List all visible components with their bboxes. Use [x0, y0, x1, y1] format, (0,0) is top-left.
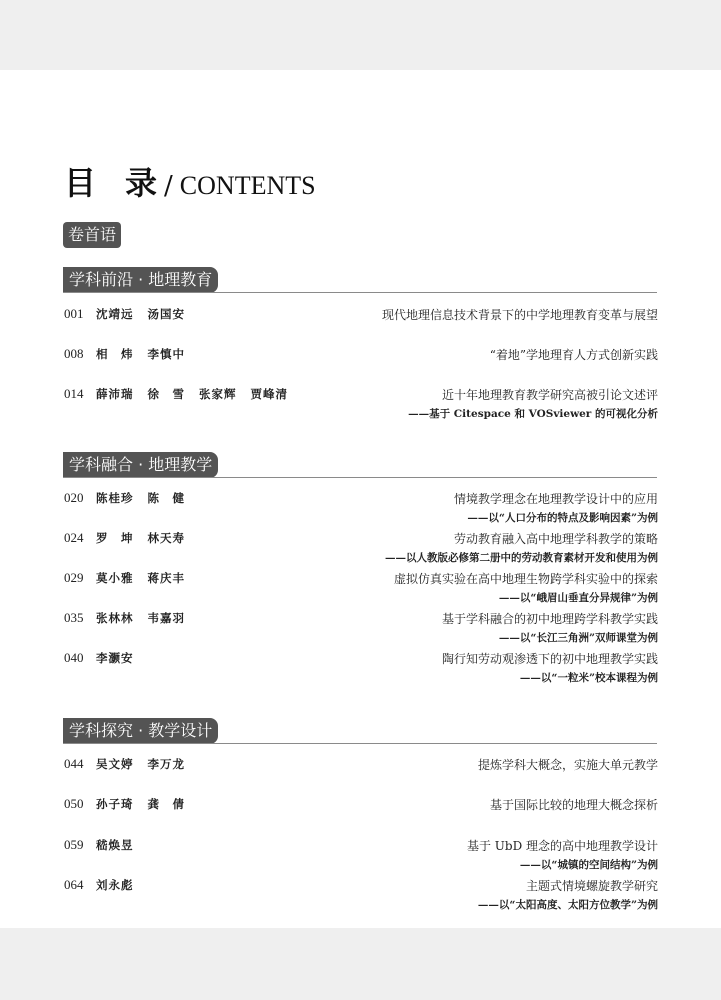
author-list — [96, 490, 199, 506]
author: 龚 倩 — [147, 797, 185, 811]
toc-entry[interactable] — [64, 837, 658, 871]
author-list — [96, 346, 199, 362]
author: 韦嘉羽 — [147, 611, 185, 625]
page-number: 020 — [64, 490, 84, 505]
section-heading-integration[interactable]: 学科融合 · 地理教学 — [63, 452, 218, 478]
toc-entry[interactable] — [64, 530, 658, 564]
title-slash: / — [164, 171, 174, 201]
author-list — [96, 570, 199, 586]
toc-entry[interactable] — [64, 610, 658, 644]
author-list — [96, 650, 148, 666]
foreword-label[interactable]: 卷首语 — [63, 222, 121, 248]
toc-entry[interactable] — [64, 650, 658, 684]
toc-entry[interactable] — [64, 346, 658, 366]
article-title: 情境教学理念在地理教学设计中的应用 — [453, 492, 658, 506]
toc-entry[interactable] — [64, 756, 658, 776]
author: 李灏安 — [96, 651, 134, 665]
article-title: “着地”学地理育人方式创新实践 — [489, 348, 658, 362]
section-heading-frontier[interactable]: 学科前沿 · 地理教育 — [63, 267, 218, 293]
page-title — [64, 158, 316, 204]
author: 薛沛瑞 — [96, 387, 134, 401]
author: 李慎中 — [147, 347, 185, 361]
page-number: 040 — [64, 650, 84, 665]
page-number: 014 — [64, 386, 84, 401]
toc-entry[interactable] — [64, 490, 658, 524]
author: 林天寿 — [147, 531, 185, 545]
article-title: 基于学科融合的初中地理跨学科教学实践 — [441, 612, 658, 626]
author-list — [96, 877, 148, 893]
author: 相 炜 — [96, 347, 134, 361]
author: 莫小雅 — [96, 571, 134, 585]
author: 蒋庆丰 — [147, 571, 185, 585]
article-title: 基于 UbD 理念的高中地理教学设计 — [466, 839, 658, 853]
author-list — [96, 386, 302, 402]
article-title: 基于国际比较的地理大概念探析 — [489, 798, 658, 812]
author: 张林林 — [96, 611, 134, 625]
article-subtitle: ——以“城镇的空间结构”为例 — [519, 859, 658, 871]
author: 刘永彪 — [96, 878, 134, 892]
article-title: 近十年地理教育教学研究高被引论文述评 — [441, 388, 658, 402]
section-heading-inquiry[interactable]: 学科探究 · 教学设计 — [63, 718, 218, 744]
title-char-1: 目 — [64, 164, 98, 202]
author: 吴文婷 — [96, 757, 134, 771]
page-number: 044 — [64, 756, 84, 771]
article-subtitle: ——以“峨眉山垂直分异规律”为例 — [498, 592, 658, 604]
author: 贾峰清 — [250, 387, 288, 401]
author: 陈 健 — [147, 491, 185, 505]
page-number: 001 — [64, 306, 84, 321]
article-subtitle: ——以“人口分布的特点及影响因素”为例 — [467, 512, 658, 524]
article-subtitle: ——以人教版必修第二册中的劳动教育素材开发和使用为例 — [385, 552, 658, 564]
toc-page — [0, 70, 721, 928]
article-title: 劳动教育融入高中地理学科教学的策略 — [453, 532, 658, 546]
toc-entry[interactable] — [64, 306, 658, 326]
author: 徐 雪 — [147, 387, 185, 401]
page-number: 064 — [64, 877, 84, 892]
page-number: 024 — [64, 530, 84, 545]
page-number: 050 — [64, 796, 84, 811]
page-number: 029 — [64, 570, 84, 585]
author: 罗 坤 — [96, 531, 134, 545]
article-title: 主题式情境螺旋教学研究 — [525, 879, 658, 893]
title-english: CONTENTS — [179, 171, 316, 200]
article-title: 虚拟仿真实验在高中地理生物跨学科实验中的探索 — [393, 572, 658, 586]
author-list — [96, 796, 199, 812]
article-subtitle: ——基于 Citespace 和 VOSviewer 的可视化分析 — [408, 408, 658, 420]
author: 李万龙 — [147, 757, 185, 771]
page-number: 008 — [64, 346, 84, 361]
author: 孙子琦 — [96, 797, 134, 811]
author-list — [96, 610, 199, 626]
author: 嵇焕昱 — [96, 838, 134, 852]
author: 陈桂珍 — [96, 491, 134, 505]
toc-entry[interactable] — [64, 570, 658, 604]
author-list — [96, 756, 199, 772]
article-title: 陶行知劳动观渗透下的初中地理教学实践 — [441, 652, 658, 666]
section-divider — [63, 743, 657, 744]
author-list — [96, 530, 199, 546]
title-char-2: 录 — [125, 164, 159, 202]
author: 沈靖远 — [96, 307, 134, 321]
page-number: 059 — [64, 837, 84, 852]
author: 汤国安 — [147, 307, 185, 321]
toc-entry[interactable] — [64, 877, 658, 911]
article-subtitle: ——以“长江三角洲”双师课堂为例 — [498, 632, 658, 644]
section-divider — [63, 477, 657, 478]
article-title: 现代地理信息技术背景下的中学地理教育变革与展望 — [381, 308, 658, 322]
article-title: 提炼学科大概念，实施大单元教学 — [477, 758, 658, 772]
page-number: 035 — [64, 610, 84, 625]
section-divider — [63, 292, 657, 293]
toc-entry[interactable] — [64, 796, 658, 816]
author-list — [96, 837, 148, 853]
author-list — [96, 306, 199, 322]
article-subtitle: ——以“一粒米”校本课程为例 — [519, 672, 658, 684]
author: 张家辉 — [199, 387, 237, 401]
article-subtitle: ——以“太阳高度、太阳方位教学”为例 — [477, 899, 658, 911]
toc-entry[interactable] — [64, 386, 658, 420]
